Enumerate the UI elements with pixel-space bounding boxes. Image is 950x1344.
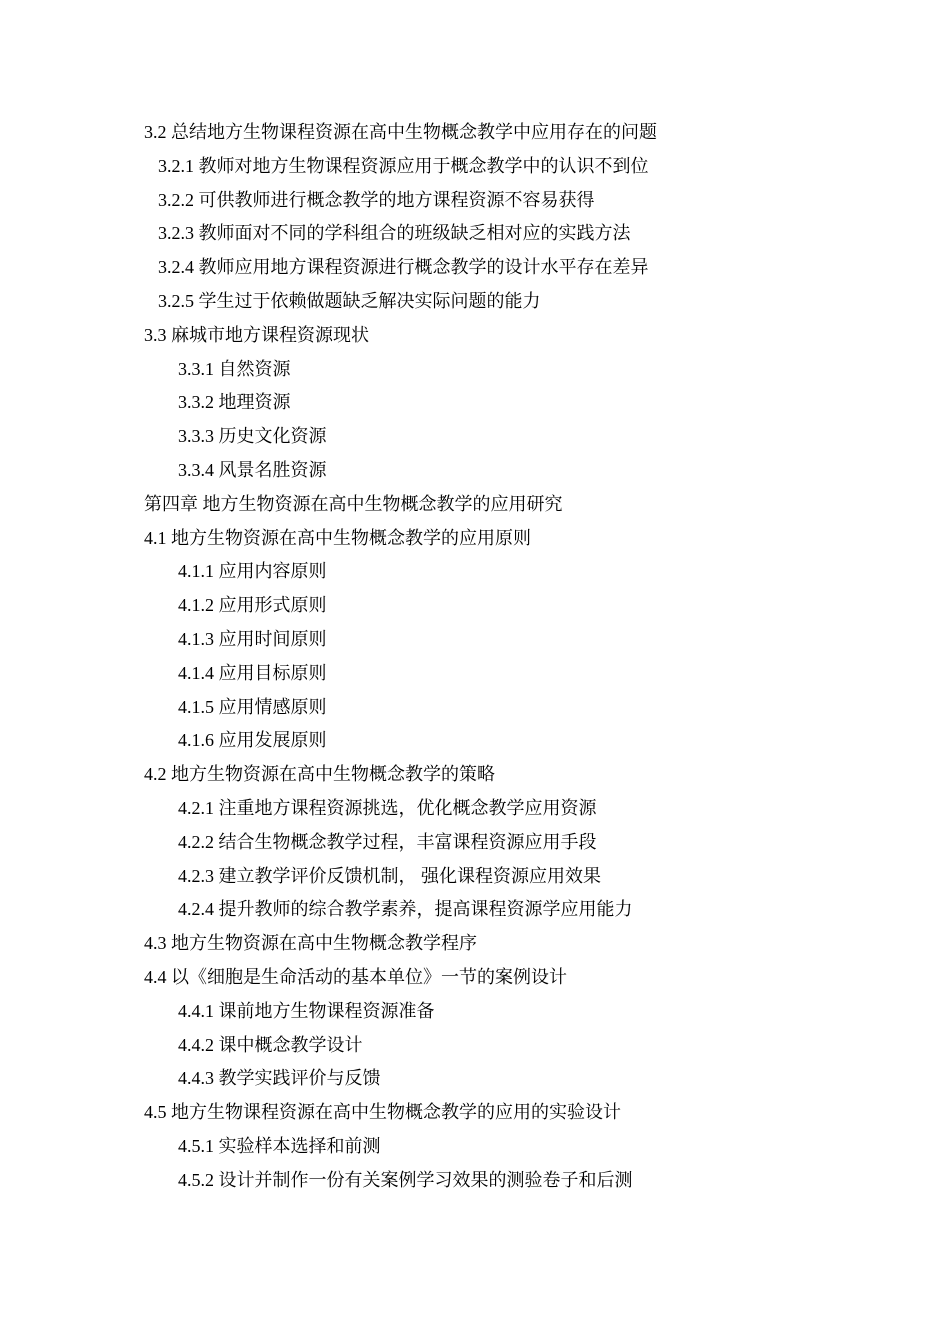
toc-entry: 3.2.4 教师应用地方课程资源进行概念教学的设计水平存在差异 bbox=[158, 257, 649, 278]
toc-entry: 4.4 以《细胞是生命活动的基本单位》一节的案例设计 bbox=[144, 966, 567, 987]
toc-entry: 4.1.3 应用时间原则 bbox=[178, 628, 327, 649]
toc-entry: 3.2.3 教师面对不同的学科组合的班级缺乏相对应的实践方法 bbox=[158, 223, 631, 244]
toc-entry: 3.3 麻城市地方课程资源现状 bbox=[144, 324, 369, 345]
toc-entry: 3.3.3 历史文化资源 bbox=[178, 426, 327, 447]
toc-entry: 4.1.4 应用目标原则 bbox=[178, 662, 327, 683]
toc-entry: 4.3 地方生物资源在高中生物概念教学程序 bbox=[144, 933, 477, 954]
toc-entry: 3.2.2 可供教师进行概念教学的地方课程资源不容易获得 bbox=[158, 189, 595, 210]
toc-entry: 3.3.2 地理资源 bbox=[178, 392, 291, 413]
toc-entry: 4.2.1 注重地方课程资源挑选，优化概念教学应用资源 bbox=[178, 797, 597, 818]
toc-entry: 4.4.3 教学实践评价与反馈 bbox=[178, 1068, 381, 1089]
toc-entry: 4.1 地方生物资源在高中生物概念教学的应用原则 bbox=[144, 527, 531, 548]
toc-entry: 4.5 地方生物课程资源在高中生物概念教学的应用的实验设计 bbox=[144, 1102, 621, 1123]
toc-entry: 3.3.4 风景名胜资源 bbox=[178, 459, 327, 480]
toc-chapter-heading: 第四章 地方生物资源在高中生物概念教学的应用研究 bbox=[144, 493, 563, 514]
toc-entry: 4.1.2 应用形式原则 bbox=[178, 595, 327, 616]
toc-entry: 4.2.4 提升教师的综合教学素养，提高课程资源学应用能力 bbox=[178, 899, 633, 920]
toc-entry: 3.2.1 教师对地方生物课程资源应用于概念教学中的认识不到位 bbox=[158, 155, 649, 176]
toc-entry: 4.5.2 设计并制作一份有关案例学习效果的测验卷子和后测 bbox=[178, 1169, 633, 1190]
toc-entry: 4.2 地方生物资源在高中生物概念教学的策略 bbox=[144, 764, 495, 785]
toc-entry: 4.5.1 实验样本选择和前测 bbox=[178, 1135, 381, 1156]
toc-entry: 4.2.3 建立教学评价反馈机制， 强化课程资源应用效果 bbox=[178, 865, 601, 886]
toc-entry: 4.4.2 课中概念教学设计 bbox=[178, 1034, 363, 1055]
toc-entry: 3.3.1 自然资源 bbox=[178, 358, 291, 379]
toc-entry: 4.1.5 应用情感原则 bbox=[178, 696, 327, 717]
toc-entry: 3.2 总结地方生物课程资源在高中生物概念教学中应用存在的问题 bbox=[144, 122, 657, 142]
toc-entry: 4.1.6 应用发展原则 bbox=[178, 730, 327, 751]
toc-entry: 4.4.1 课前地方生物课程资源准备 bbox=[178, 1000, 435, 1021]
toc-entry: 3.2.5 学生过于依赖做题缺乏解决实际问题的能力 bbox=[158, 290, 541, 311]
toc-entry: 4.2.2 结合生物概念教学过程，丰富课程资源应用手段 bbox=[178, 831, 597, 852]
table-of-contents bbox=[0, 116, 950, 1198]
toc-entry: 4.1.1 应用内容原则 bbox=[178, 561, 327, 582]
